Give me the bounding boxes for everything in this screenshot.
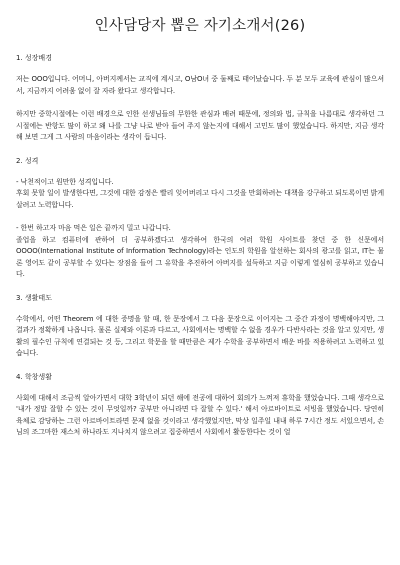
section-personality <box>16 156 384 281</box>
section-heading: 1. 성장배경 <box>16 54 52 62</box>
section-growth-background <box>16 53 384 144</box>
paragraph: 사회에 대해서 조금씩 알아가면서 대학 3학년이 되던 해에 전공에 대하여 회의가 느껴져 휴학을 했었습니다. 그때 생각으로 '내가 정말 잘할 수 있는 것이 무엇일까? 공부만 아니라면 다 잘할 수 있다.' 해서 아르바이트로 서빙을 했었습니다. 당연히 육체로 감당하는 그런 아르바이트라면 문제 없을 것이라고 생각했었지만, 막상 일주일 내내 하루 7시간 정도 서있으면서, 손님의 조그마한 재스처 하나라도 지나치지 않으려고 집중하면서 사회에서 활동한다는 것이 얼 <box>16 393 384 436</box>
paragraph: 저는 OOO입니다. 어머니, 아버지께서는 교직에 계시고, O남O녀 중 둘째로 태어났습니다. 두 분 모두 교육에 관심이 많으셔서, 지금까지 어려움 없이 잘 자라 왔다고 생각합니다. <box>16 75 384 95</box>
section-heading: 4. 학창생활 <box>16 372 52 381</box>
document-title: 인사담당자 뽑은 자기소개서(26) <box>94 18 306 34</box>
section-school-life <box>16 372 384 439</box>
section-heading: 3. 생활태도 <box>16 293 52 302</box>
section-heading: 2. 성격 <box>16 156 39 165</box>
section-life-attitude <box>16 293 384 360</box>
paragraph: 하지만 중학시절에는 이런 배경으로 인한 선생님들의 무한한 관심과 배려 때문에, 정의와 법, 규칙을 나름대로 생각하던 그 시절에는 반항도 많이 하고 왜 나를 그냥 나로 받아 들여 주지 않는지에 대해서 고민도 많이 했었습니다. 하지만, 지금 생각해 보면 그게 그 사람의 마음이라는 생각이 듭니다. <box>16 110 384 141</box>
paragraph: 수학에서, 어떤 Theorem 에 대한 증명을 할 때, 한 문장에서 그 다음 문장으로 이어지는 그 중간 과정이 명백해야지만, 그 결과가 정확하게 나옵니다. 물론 실제와 이론과 다르고, 사회에서는 명백할 수 없을 경우가 다반사라는 것을 알고 있지만, 생활의 필수인 규칙에 연결되는 것 등, 그리고 학문을 할 때만큼은 제가 수학을 공부하면서 배운 바를 적용하려고 노력하고 있습니다. <box>16 314 384 357</box>
paragraph: - 낙천적이고 원만한 성격입니다. 후회 못할 일이 발생한다면, 그것에 대한 감정은 빨리 잊어버리고 다시 그것을 만회하려는 대책을 강구하고 되도록이면 밝게 살려고 노력합니다. <box>16 177 384 209</box>
paragraph: - 한번 하고자 마음 먹은 일은 끝까지 밀고 나갑니다. 졸업을 하고 컴퓨터에 관하여 더 공부하겠다고 생각하여 한국의 여러 학원 사이트를 찾던 중 한 신문에서 OOOO(International Institute of Information Technology)라는 인도의 학원을 알선하는 회사의 광고를 읽고, IT는 물론 영어도 같이 공부할 수 있다는 장점을 들어 그 유학을 추진하여 아버지를 설득하고 지금 이렇게 열심히 공부하고 있습니다. <box>16 224 384 278</box>
